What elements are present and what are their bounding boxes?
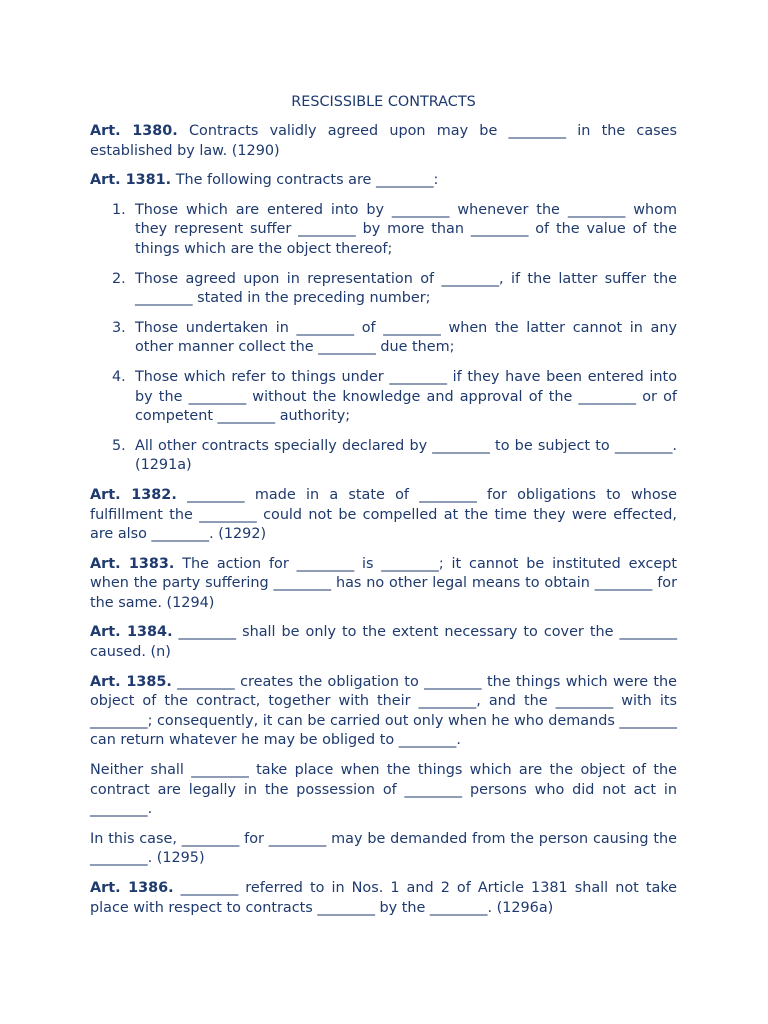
article-1385-paragraph: Neither shall ________ take place when the things which are the object of the contract are legally in the possession of ________ persons who did not act in ________.	[90, 762, 677, 818]
article-label: Art. 1381.	[90, 172, 172, 189]
list-item-number: 2.	[112, 270, 126, 287]
article-1383	[90, 555, 677, 614]
article-1385-paragraph: In this case, ________ for ________ may be demanded from the person causing the ________. (1295)	[90, 830, 677, 867]
list-item-text: Those which are entered into by ________ whenever the ________ whom they represent suffer ________ by more than ________ of the value of the things which are the object thereof;	[135, 201, 677, 257]
article-text: The action for ________ is ________; it cannot be instituted except when the party suffering ________ has no other legal means to obtain ________ for the same. (1294)	[90, 555, 678, 611]
list-item-text: Those undertaken in ________ of ________ when the latter cannot in any other manner collect the ________ due them;	[135, 319, 677, 356]
list-item-number: 1.	[112, 201, 126, 218]
list-item-text: Those agreed upon in representation of ________, if the latter suffer the ________ stated in the preceding number;	[135, 270, 677, 307]
article-1386	[90, 879, 677, 918]
article-text: ________ shall be only to the extent necessary to cover the ________ caused. (n)	[90, 624, 678, 661]
list-item-number: 5.	[112, 437, 126, 454]
list-item-text: Those which refer to things under ________ if they have been entered into by the ________ without the knowledge and approval of the ________ or of competent ________ authority;	[135, 368, 677, 425]
list-item-number: 3.	[112, 319, 126, 336]
article-label: Art. 1380.	[90, 123, 178, 139]
article-label: Art. 1386.	[90, 880, 174, 896]
article-1381	[90, 171, 677, 191]
article-1382	[90, 486, 677, 545]
list-item	[90, 368, 677, 427]
list-item-number: 4.	[112, 368, 126, 385]
article-label: Art. 1385.	[90, 673, 172, 690]
article-text: The following contracts are ________:	[175, 172, 439, 189]
article-1380	[90, 122, 677, 161]
article-text: ________ made in a state of ________ for obligations to whose fulfillment the ________ could not be compelled at the time they were effected, are also ________. (1292)	[90, 486, 678, 543]
list-item-text: All other contracts specially declared by ________ to be subject to ________. (1291a)	[135, 437, 677, 474]
list-item	[90, 201, 677, 260]
document-page	[90, 92, 677, 928]
article-label: Art. 1384.	[90, 624, 173, 641]
article-text: Contracts validly agreed upon may be ________ in the cases established by law. (1290)	[90, 123, 678, 159]
document-title: RESCISSIBLE CONTRACTS	[291, 94, 476, 110]
article-text: ________ referred to in Nos. 1 and 2 of Article 1381 shall not take place with respect to contracts ________ by the ________. (1296a)	[90, 880, 677, 916]
article-label: Art. 1383.	[90, 555, 175, 572]
list-item	[90, 319, 677, 358]
article-text: ________ creates the obligation to ________ the things which were the object of the contract, together with their ________, and the ________ with its ________; consequently, it can be carried out only when he who demands ________ can return whatever he may be obliged to ________.	[90, 673, 677, 749]
article-label: Art. 1382.	[90, 486, 177, 503]
article-1384	[90, 623, 677, 662]
list-item	[90, 437, 677, 476]
list-item	[90, 270, 677, 309]
article-1381-list	[90, 201, 677, 476]
article-1385	[90, 673, 677, 751]
